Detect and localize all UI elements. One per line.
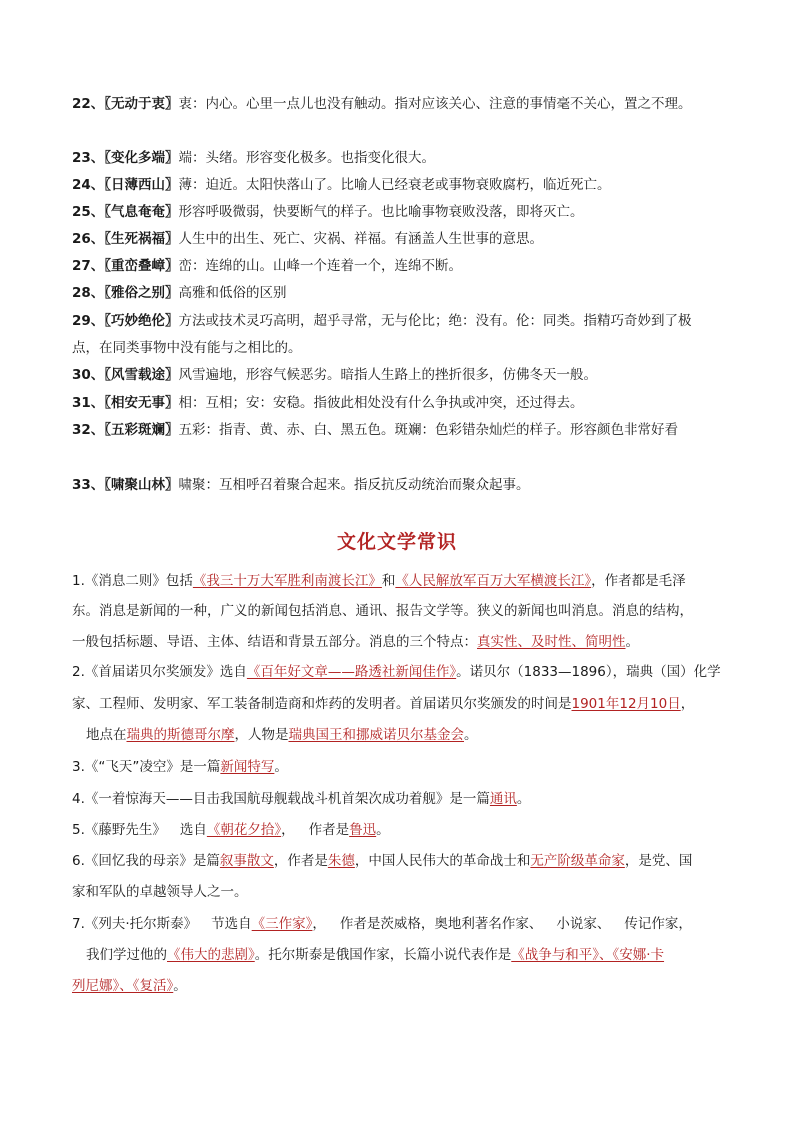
entry-number: 27、 (72, 258, 105, 274)
idiom-definition: 五彩：指青、黄、赤、白、黑五色。斑斓：色彩错杂灿烂的样子。形容颜色非常好看 (178, 422, 679, 438)
entry-number: 25、 (72, 204, 105, 220)
text: ，是党、国 (624, 853, 693, 869)
text: 6.《回忆我的母亲》是篇 (72, 853, 220, 869)
knowledge-item-1 (72, 571, 732, 591)
idiom-entry (72, 256, 732, 276)
text: ， (680, 696, 695, 712)
key-point: 通讯 (489, 791, 517, 807)
key-point: 列尼娜》、《复活》 (72, 978, 174, 994)
text: 4.《一着惊海天——目击我国航母舰载战斗机首架次成功着舰》是一篇 (72, 791, 490, 807)
text: ，作者是 (273, 853, 328, 869)
key-point: 真实性、及时性、简明性 (477, 634, 626, 650)
text: 节选自 (211, 916, 252, 932)
idiom-definition: 点，在同类事物中没有能与之相比的。 (72, 340, 302, 356)
text: 作者是 (308, 822, 350, 838)
entry-number: 33、 (72, 477, 105, 493)
key-point: 鲁迅 (349, 822, 377, 838)
idiom-entry (72, 283, 732, 303)
knowledge-item-3 (72, 757, 732, 777)
idiom-definition: 薄：迫近。太阳快落山了。比喻人已经衰老或事物衰败腐朽，临近死亡。 (178, 177, 611, 193)
idiom-entry (72, 229, 732, 249)
idiom-term: 〖生死祸福〗 (104, 231, 179, 247)
knowledge-item-4 (72, 789, 732, 809)
text: 家和军队的卓越领导人之一。 (72, 884, 248, 900)
idiom-definition: 端：头绪。形容变化极多。也指变化很大。 (178, 150, 436, 166)
knowledge-item-1-line-2 (72, 601, 732, 621)
idiom-entry (72, 365, 732, 385)
text: 3.《“飞天”凌空》是一篇 (72, 759, 221, 775)
idiom-entry (72, 393, 732, 413)
key-point: 《战争与和平》、《安娜·卡 (511, 947, 665, 963)
entry-number: 31、 (72, 395, 105, 411)
knowledge-item-5 (72, 820, 732, 840)
text: 1.《消息二则》包括 (72, 573, 193, 589)
entry-number: 32、 (72, 422, 105, 438)
idiom-definition: 人生中的出生、死亡、灾祸、祥福。有涵盖人生世事的意思。 (178, 231, 544, 247)
text: 。 (516, 791, 531, 807)
text: 。 (625, 634, 639, 650)
text: 和 (381, 573, 396, 589)
text: 。 (376, 822, 390, 838)
idiom-definition: 方法或技术灵巧高明，超乎寻常，无与伦比；绝：没有。伦：同类。指精巧奇妙到了极 (178, 313, 692, 329)
idiom-term: 〖无动于衷〗 (104, 96, 179, 112)
key-point: 叙事散文 (219, 853, 274, 869)
knowledge-item-2-line-2 (72, 694, 732, 714)
entry-number: 29、 (72, 313, 105, 329)
text: 7.《列夫·托尔斯泰》 (72, 916, 198, 932)
text: 我们学过他的 (86, 947, 167, 963)
knowledge-item-2 (72, 662, 732, 682)
text: ，人物是 (234, 727, 289, 743)
idiom-definition: 风雪遍地，形容气候恶劣。暗指人生路上的挫折很多，仿佛冬天一般。 (178, 367, 598, 383)
idiom-term: 〖雅俗之别〗 (104, 285, 179, 301)
entry-number: 24、 (72, 177, 105, 193)
text: ，中国人民伟大的革命战士和 (354, 853, 531, 869)
idiom-term: 〖重峦叠嶂〗 (104, 258, 179, 274)
idiom-term: 〖气息奄奄〗 (104, 204, 179, 220)
section-title: 文化文学常识 (336, 531, 457, 553)
idiom-definition: 衷：内心。心里一点儿也没有触动。指对应该关心、注意的事情毫不关心，置之不理。 (178, 96, 692, 112)
text: ，作者都是毛泽 (591, 573, 686, 589)
text: ， (312, 916, 326, 932)
key-point: 《人民解放军百万大军横渡长江》 (395, 573, 592, 589)
key-point: 《朝花夕拾》 (206, 822, 282, 838)
idiom-entry (72, 175, 732, 195)
key-point: 《我三十万大军胜利南渡长江》 (192, 573, 382, 589)
key-point: 瑞典国王和挪威诺贝尔基金会 (288, 727, 464, 743)
text: ， (281, 822, 295, 838)
idiom-entry (72, 311, 732, 331)
idiom-term: 〖巧妙绝伦〗 (104, 313, 179, 329)
idiom-entry-continuation (72, 338, 732, 358)
knowledge-item-6-line-2 (72, 882, 732, 902)
idiom-term: 〖啸聚山林〗 (104, 477, 179, 493)
knowledge-item-2-line-3 (86, 725, 746, 745)
key-point: 1901年12月10日 (571, 696, 681, 712)
key-point: 《伟大的悲剧》 (167, 947, 255, 963)
key-point: 《百年好文章——路透社新闻佳作》 (246, 664, 457, 680)
text: 地点在 (86, 727, 127, 743)
idiom-entry (72, 94, 732, 114)
key-point: 无产阶级革命家 (530, 853, 625, 869)
idiom-entry (72, 202, 732, 222)
key-point: 瑞典的斯德哥尔摩 (126, 727, 235, 743)
text: 。 (464, 727, 478, 743)
knowledge-item-7-line-3 (72, 976, 732, 996)
key-point: 《三作家》 (251, 916, 313, 932)
idiom-term: 〖相安无事〗 (104, 395, 179, 411)
idiom-entry (72, 475, 732, 495)
text: 5.《藤野先生》 (72, 822, 166, 838)
idiom-definition: 高雅和低俗的区别 (178, 285, 287, 301)
text: 。 (173, 978, 187, 994)
idiom-term: 〖五彩斑斓〗 (104, 422, 179, 438)
entry-number: 30、 (72, 367, 105, 383)
entry-number: 28、 (72, 285, 105, 301)
text: 作者是茨威格，奥地利著名作家、 (339, 916, 543, 932)
knowledge-item-7 (72, 914, 732, 934)
knowledge-item-6 (72, 851, 732, 871)
text: 一般包括标题、导语、主体、结语和背景五部分。消息的三个特点： (72, 634, 477, 650)
entry-number: 26、 (72, 231, 105, 247)
key-point: 新闻特写 (220, 759, 275, 775)
idiom-term: 〖日薄西山〗 (104, 177, 179, 193)
text: 小说家、 (556, 916, 611, 932)
text: 东。消息是新闻的一种，广义的新闻包括消息、通讯、报告文学等。狭义的新闻也叫消息。消息的结构， (72, 603, 693, 619)
text: 。诺贝尔（1833—1896），瑞典（国）化学 (456, 664, 721, 680)
knowledge-item-7-line-2 (86, 945, 746, 965)
knowledge-item-1-line-3 (72, 632, 732, 652)
idiom-term: 〖变化多端〗 (104, 150, 179, 166)
idiom-definition: 峦：连绵的山。山峰一个连着一个，连绵不断。 (178, 258, 463, 274)
idiom-definition: 形容呼吸微弱，快要断气的样子。也比喻事物衰败没落，即将灭亡。 (178, 204, 584, 220)
text: 。托尔斯泰是俄国作家，长篇小说代表作是 (254, 947, 512, 963)
entry-number: 22、 (72, 96, 105, 112)
idiom-definition: 相：互相；安：安稳。指彼此相处没有什么争执或冲突，还过得去。 (178, 395, 584, 411)
text: 传记作家， (624, 916, 692, 932)
text: 2.《首届诺贝尔奖颁发》选自 (72, 664, 247, 680)
idiom-term: 〖风雪载途〗 (104, 367, 179, 383)
idiom-entry (72, 420, 732, 440)
text: 家、工程师、发明家、军工装备制造商和炸药的发明者。首届诺贝尔奖颁发的时间是 (72, 696, 572, 712)
text: 选自 (179, 822, 207, 838)
idiom-definition: 啸聚：互相呼召着聚合起来。指反抗反动统治而聚众起事。 (178, 477, 530, 493)
idiom-entry (72, 148, 732, 168)
entry-number: 23、 (72, 150, 105, 166)
text: 。 (274, 759, 288, 775)
key-point: 朱德 (327, 853, 355, 869)
